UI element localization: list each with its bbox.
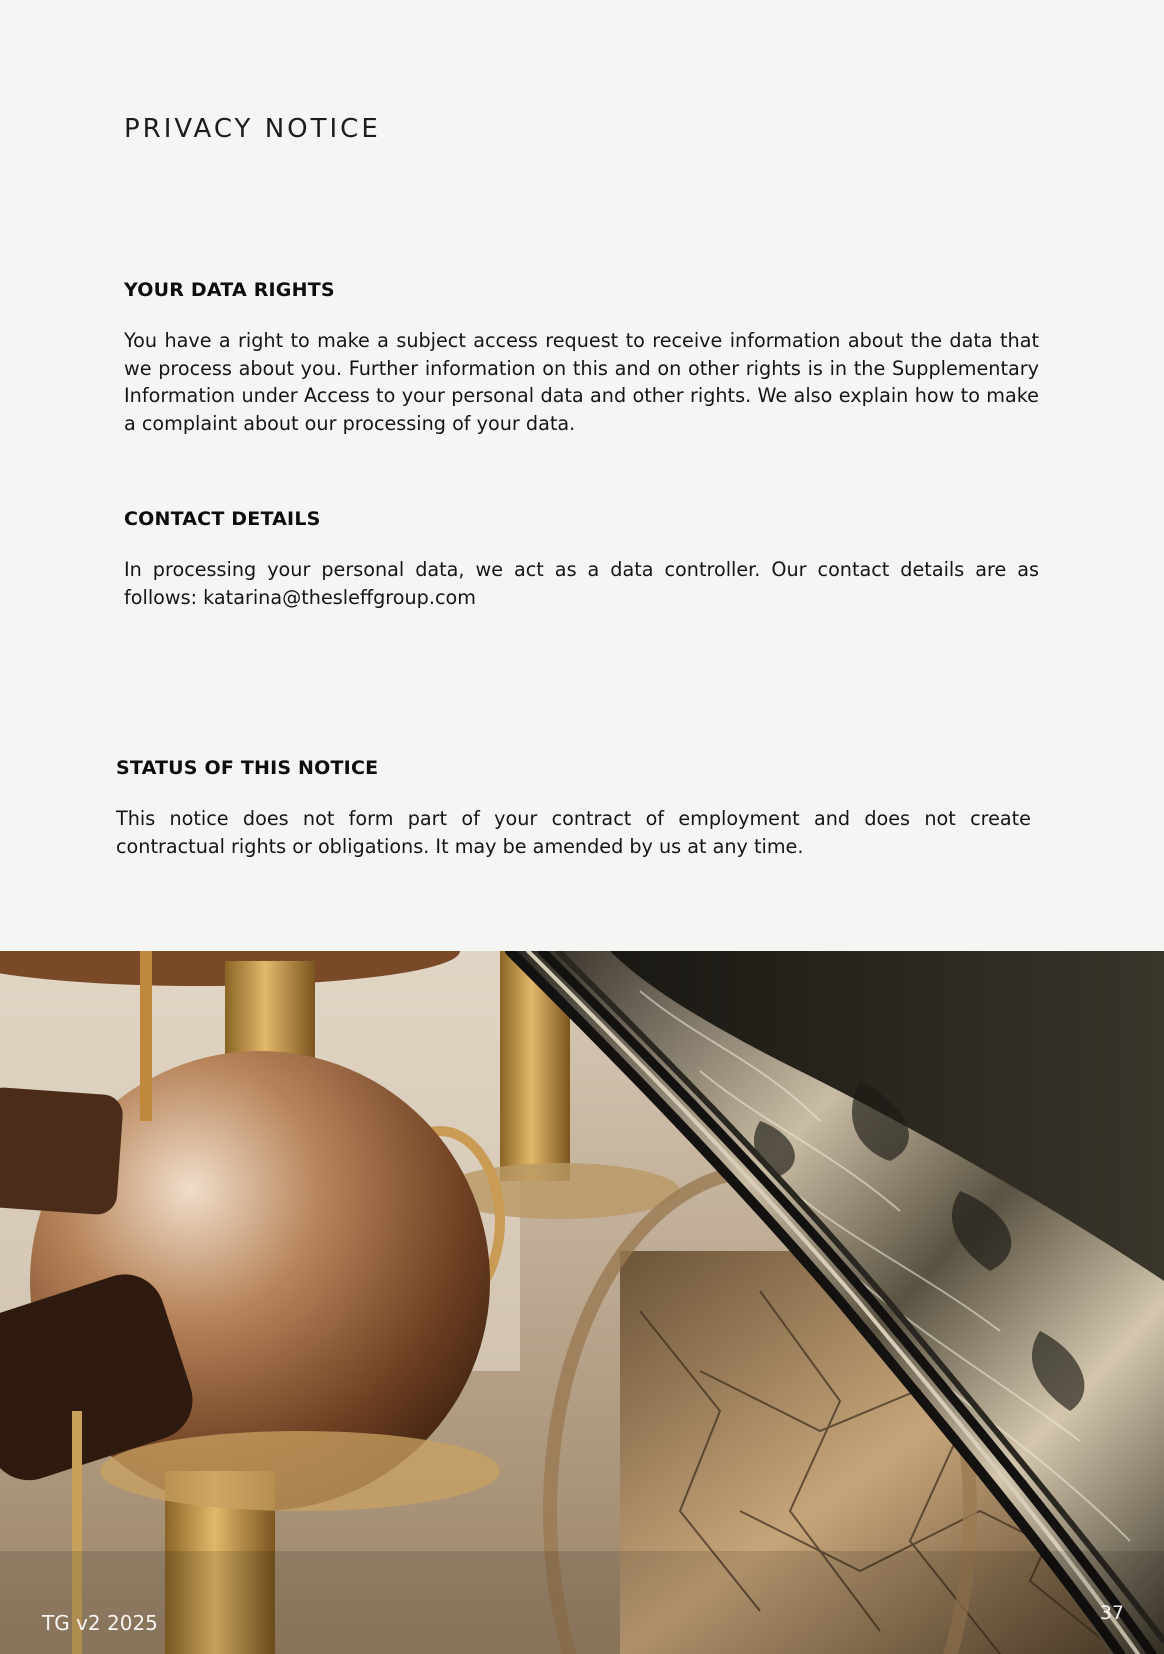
footer-page-number: 37 xyxy=(1099,1602,1124,1624)
section-body: You have a right to make a subject access request to receive information about the data that we process about you. Further information on this and on other rights is in the Supplementary Information under Access to your personal data and other rights. We also explain how to make a complaint about our processing of your data. xyxy=(124,329,1039,435)
section-your-data-rights xyxy=(124,279,1039,437)
interior-photo xyxy=(0,951,1164,1654)
section-heading: STATUS OF THIS NOTICE xyxy=(116,757,379,779)
section-body: In processing your personal data, we act as a data controller. Our contact details are as follows: katarina@thesleffgroup.com xyxy=(124,558,1039,609)
section-status-of-notice xyxy=(116,757,1031,860)
section-body: This notice does not form part of your contract of employment and does not create contractual rights or obligations. It may be amended by us at any time. xyxy=(116,807,1031,858)
footer-version: TG v2 2025 xyxy=(42,1611,158,1635)
section-heading: CONTACT DETAILS xyxy=(124,508,321,530)
section-contact-details xyxy=(124,508,1039,611)
page-title: PRIVACY NOTICE xyxy=(124,114,381,144)
section-heading: YOUR DATA RIGHTS xyxy=(124,279,335,301)
